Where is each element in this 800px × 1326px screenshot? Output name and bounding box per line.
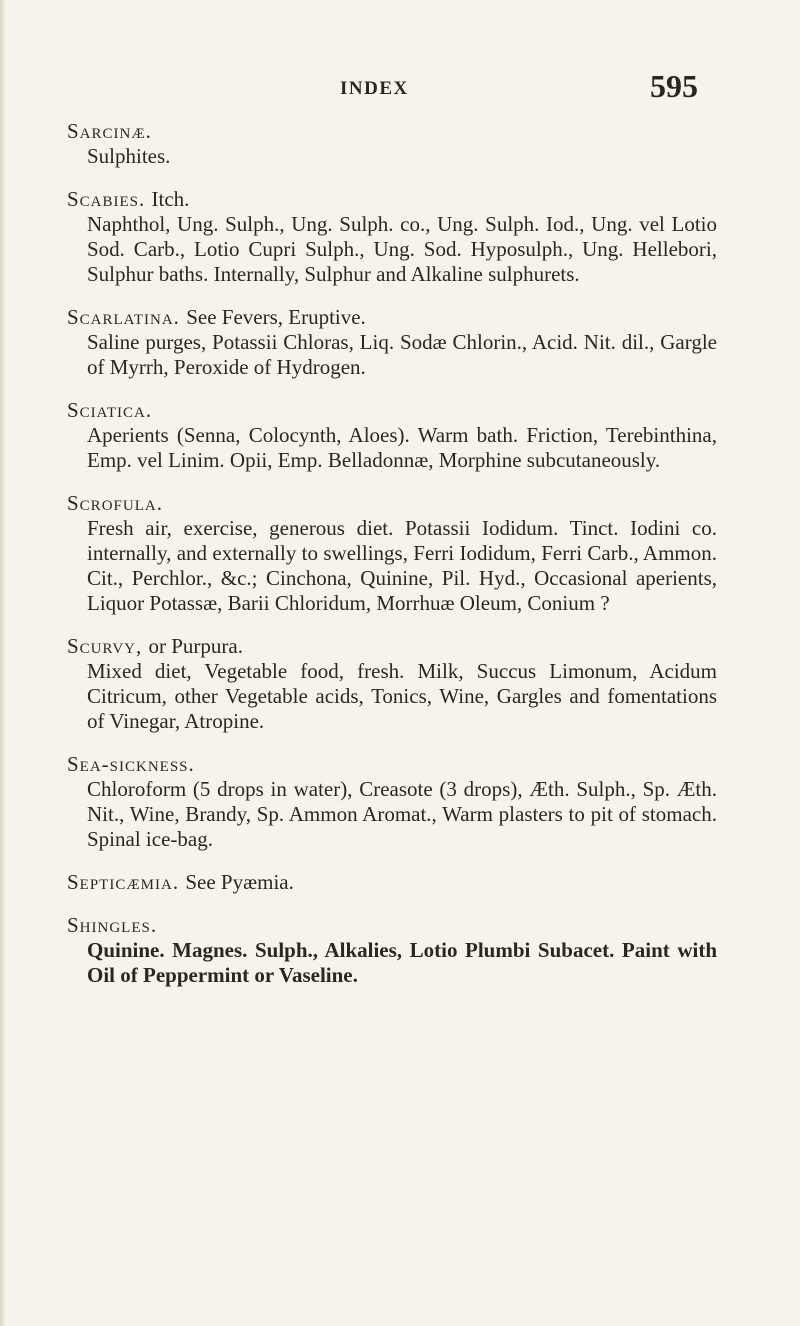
entry-headword: Scabies. [67, 187, 146, 211]
entry-headword: Scrofula. [67, 491, 163, 515]
index-entry-sciatica [67, 398, 717, 473]
entry-headword: Sea-sickness. [67, 752, 195, 776]
entry-heading [67, 913, 717, 938]
entry-text: Saline purges, Potassii Chloras, Liq. Sodæ Chlorin., Acid. Nit. dil., Gargle of Myrrh, Peroxide of Hydrogen. [87, 330, 717, 379]
entry-text: Aperients (Senna, Colocynth, Aloes). Warm bath. Friction, Terebinthina, Emp. vel Linim. Opii, Emp. Belladonnæ, Morphine subcutaneously. [87, 423, 717, 472]
entry-text: Fresh air, exercise, generous diet. Potassii Iodidum. Tinct. Iodini co. internally, and externally to swellings, Ferri Iodidum, Ferri Carb., Ammon. Cit., Perchlor., &c.; Cinchona, Quinine, Pil. Hyd., Occasional aperients, Liquor Potassæ, Barii Chloridum, Morrhuæ Oleum, Conium ? [87, 516, 717, 615]
running-head: INDEX [340, 78, 409, 99]
index-entries [67, 119, 717, 1006]
entry-heading [67, 491, 717, 516]
entry-headword: Sarcinæ. [67, 119, 152, 143]
entry-heading [67, 398, 717, 423]
entry-heading [67, 187, 717, 212]
index-entry-sarcinae [67, 119, 717, 169]
entry-text: Chloroform (5 drops in water), Creasote (3 drops), Æth. Sulph., Sp. Æth. Nit., Wine, Brandy, Sp. Ammon Aromat., Warm plasters to pit of stomach. Spinal ice-bag. [87, 777, 717, 851]
entry-heading [67, 305, 717, 330]
entry-heading [67, 752, 717, 777]
entry-heading [67, 634, 717, 659]
index-entry-scarlatina [67, 305, 717, 380]
index-entry-scrofula [67, 491, 717, 616]
page-number: 595 [650, 68, 698, 104]
entry-text: Naphthol, Ung. Sulph., Ung. Sulph. co., Ung. Sulph. Iod., Ung. vel Lotio Sod. Carb., Lotio Cupri Sulph., Ung. Sod. Hyposulph., Ung. Hellebori, Sulphur baths. Internally, Sulphur and Alkaline sulphurets. [87, 212, 717, 286]
entry-heading [67, 870, 717, 895]
entry-text: Quinine. Magnes. Sulph., Alkalies, Lotio Plumbi Subacet. Paint with Oil of Peppermint or Vaseline. [87, 938, 717, 987]
entry-see-reference: See Fevers, Eruptive. [186, 305, 366, 329]
index-entry-scurvy [67, 634, 717, 734]
page-binding-edge [0, 0, 6, 1326]
entry-see-reference: See Pyæmia. [185, 870, 294, 894]
entry-headword: Scurvy, [67, 634, 143, 658]
entry-headword: Shingles. [67, 913, 158, 937]
index-entry-sea-sickness [67, 752, 717, 852]
entry-text: Sulphites. [87, 144, 171, 168]
page-header [0, 68, 800, 108]
index-entry-scabies [67, 187, 717, 287]
index-entry-septicaemia [67, 870, 717, 895]
entry-heading [67, 119, 717, 144]
entry-see-reference: or Purpura. [148, 634, 243, 658]
entry-see-reference: Itch. [151, 187, 190, 211]
entry-text: Mixed diet, Vegetable food, fresh. Milk, Succus Limonum, Acidum Citricum, other Vegetable acids, Tonics, Wine, Gargles and fomentations of Vinegar, Atropine. [87, 659, 717, 733]
index-entry-shingles [67, 913, 717, 988]
entry-headword: Scarlatina. [67, 305, 180, 329]
entry-headword: Sciatica. [67, 398, 153, 422]
entry-headword: Septicæmia. [67, 870, 180, 894]
